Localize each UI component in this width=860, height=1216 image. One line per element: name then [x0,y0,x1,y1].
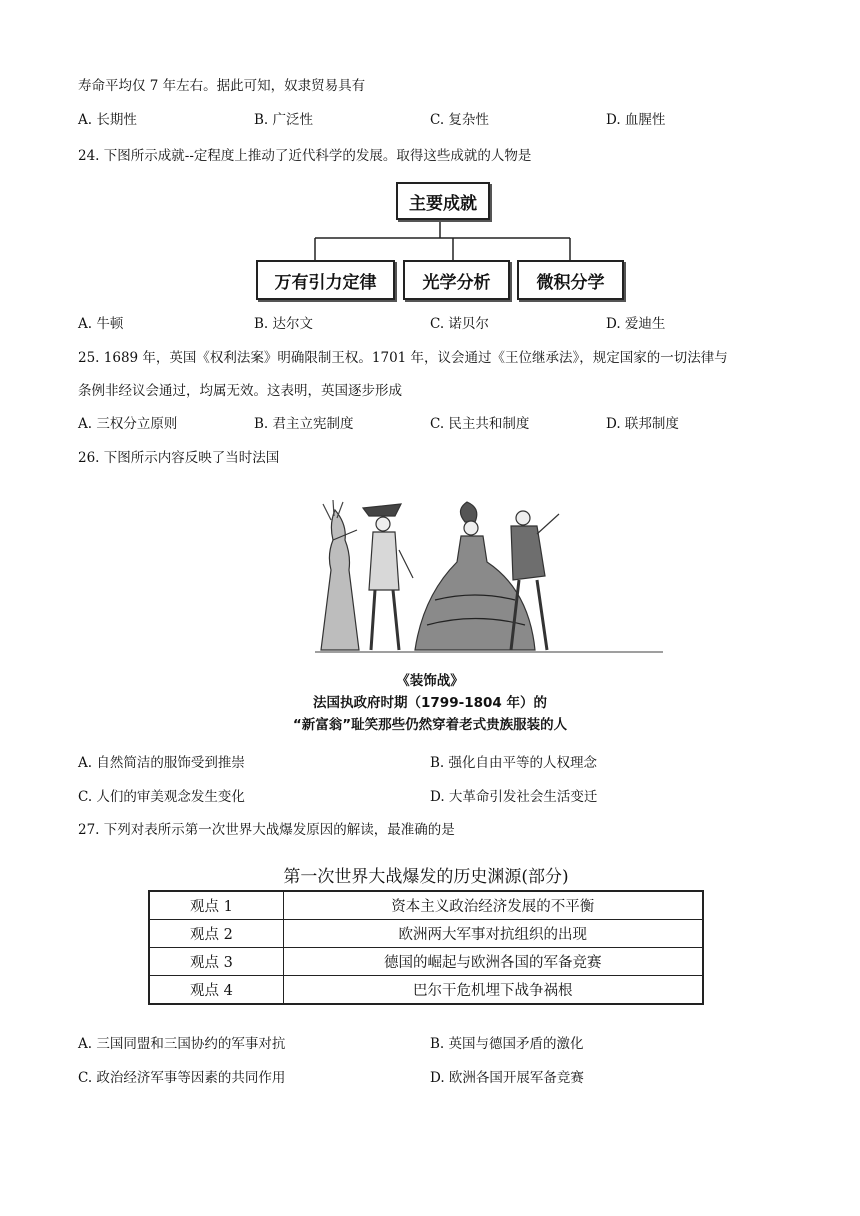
achievements-diagram [250,180,630,305]
table-row [149,891,703,920]
row-label: 观点 1 [149,891,283,920]
row-text: 资本主义政治经济发展的不平衡 [283,891,703,920]
q27-option-c[interactable]: C. 政治经济军事等因素的共同作用 [78,1070,286,1086]
figure-caption-line3: “新富翁”耻笑那些仍然穿着老式贵族服装的人 [292,717,568,733]
engraving-figures-image [315,500,663,665]
q24-option-c[interactable]: C. 诺贝尔 [430,316,489,332]
table-row [149,948,703,976]
q26-option-b[interactable]: B. 强化自由平等的人权理念 [430,755,598,771]
q24-option-a[interactable]: A. 牛顿 [78,316,124,332]
row-text: 德国的崛起与欧洲各国的军备竞赛 [283,948,703,976]
q23-option-d[interactable]: D. 血腥性 [606,112,666,128]
figure-caption-line2: 法国执政府时期（1799-1804 年）的 [313,695,547,711]
q27-option-d[interactable]: D. 欧洲各国开展军备竞赛 [430,1070,584,1086]
table-row [149,976,703,1005]
q23-option-b[interactable]: B. 广泛性 [254,112,314,128]
q25-option-a[interactable]: A. 三权分立原则 [78,416,178,432]
q27-option-b[interactable]: B. 英国与德国矛盾的激化 [430,1036,584,1052]
table-title: 第一次世界大战爆发的历史渊源(部分) [283,867,569,887]
q23-stem: 寿命平均仅 7 年左右。据此可知，奴隶贸易具有 [78,78,366,94]
diagram-child-gravitation: 万有引力定律 [256,260,395,300]
q24-stem: 24. 下图所示成就--定程度上推动了近代科学的发展。取得这些成就的人物是 [78,148,532,164]
q25-option-b[interactable]: B. 君主立宪制度 [254,416,354,432]
diagram-child-calculus: 微积分学 [517,260,624,300]
q23-option-a[interactable]: A. 长期性 [78,112,137,128]
q26-option-d[interactable]: D. 大革命引发社会生活变迁 [430,789,598,805]
q24-option-b[interactable]: B. 达尔文 [254,316,314,332]
table-row [149,920,703,948]
q27-option-a[interactable]: A. 三国同盟和三国协约的军事对抗 [78,1036,286,1052]
row-label: 观点 2 [149,920,283,948]
fashion-war-engraving [315,500,663,665]
row-text: 巴尔干危机埋下战争祸根 [283,976,703,1005]
q26-option-c[interactable]: C. 人们的审美观念发生变化 [78,789,245,805]
row-label: 观点 4 [149,976,283,1005]
q25-option-d[interactable]: D. 联邦制度 [606,416,679,432]
q24-option-d[interactable]: D. 爱迪生 [606,316,666,332]
q26-option-a[interactable]: A. 自然简洁的服饰受到推崇 [78,755,245,771]
q27-stem: 27. 下列对表所示第一次世界大战爆发原因的解读，最准确的是 [78,822,455,838]
q26-stem: 26. 下图所示内容反映了当时法国 [78,450,280,466]
row-label: 观点 3 [149,948,283,976]
q25-stem-line1: 25. 1689 年，英国《权利法案》明确限制王权。1701 年，议会通过《王位继承法》，规定国家的一切法律与 [78,350,728,366]
diagram-child-optics: 光学分析 [403,260,510,300]
viewpoints-table [148,890,704,1005]
q25-option-c[interactable]: C. 民主共和制度 [430,416,530,432]
row-text: 欧洲两大军事对抗组织的出现 [283,920,703,948]
figure-caption-title: 《装饰战》 [396,673,464,689]
diagram-root-box: 主要成就 [396,182,490,220]
q23-option-c[interactable]: C. 复杂性 [430,112,489,128]
q25-stem-line2: 条例非经议会通过，均属无效。这表明，英国逐步形成 [78,383,402,399]
